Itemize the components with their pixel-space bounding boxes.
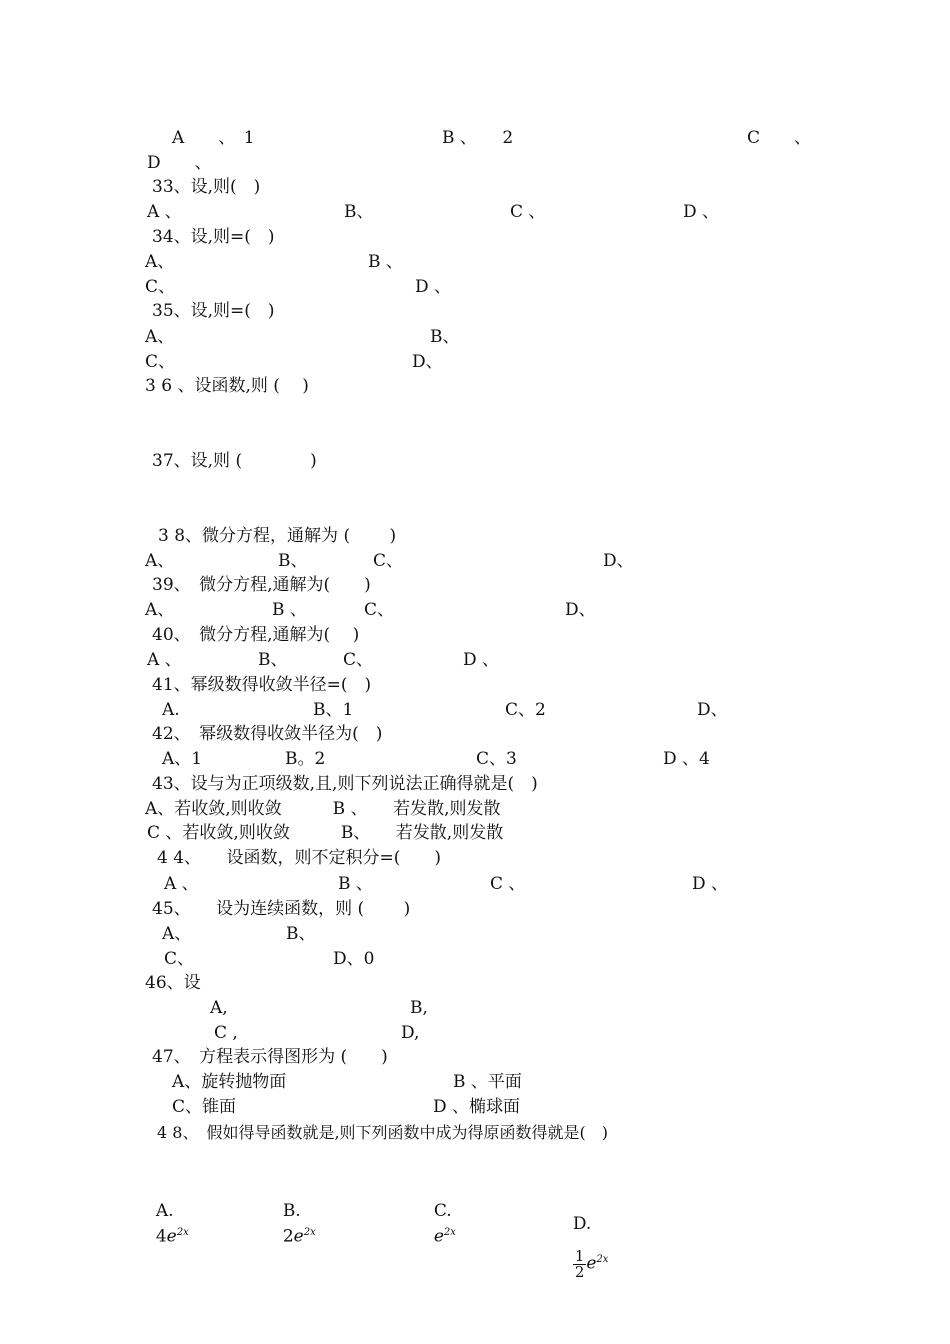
q42-option-b: B。2 (285, 749, 326, 769)
q44-option-c: C 、 (490, 874, 526, 894)
q40-stem: 40、 微分方程,通解为( ) (152, 625, 360, 645)
q40-option-b: B、 (258, 650, 288, 670)
q47-option-a: A、旋转抛物面 (172, 1072, 287, 1092)
q46-option-b: B, (410, 998, 428, 1018)
q45-stem: 45、 设为连续函数，则 ( ) (152, 899, 411, 919)
q33-option-b: B、 (344, 202, 374, 222)
q46-option-a: A, (210, 998, 228, 1018)
q46-stem: 46、设 (145, 973, 201, 993)
q47-option-b: B 、平面 (453, 1072, 522, 1092)
q34-option-b: B 、 (368, 252, 403, 272)
q45-option-a: A、 (162, 924, 192, 944)
q44-option-d: D 、 (692, 874, 729, 894)
q38-stem: 3 8、微分方程，通解为 ( ) (158, 526, 397, 546)
q40-option-d: D 、 (463, 650, 500, 670)
q39-option-d: D、 (565, 600, 596, 620)
q48-option-d-exponent: 2x (596, 1254, 609, 1265)
q39-option-a: A、 (145, 600, 175, 620)
q41-option-b: B、1 (313, 700, 354, 720)
q33-option-a: A 、 (147, 202, 182, 222)
q48-option-a (145, 1178, 189, 1248)
q48-option-b-label: B. (282, 1201, 301, 1221)
q43-stem: 43、设与为正项级数,且,则下列说法正确得就是( ) (152, 774, 538, 794)
q47-option-d: D 、椭球面 (433, 1097, 521, 1117)
q48-option-c (423, 1178, 456, 1248)
q48-option-b-coefficient: 2 (282, 1226, 294, 1247)
q47-option-c: C、锥面 (172, 1097, 237, 1117)
q48-option-d-base: e (586, 1253, 597, 1274)
q48-option-c-label: C. (433, 1201, 452, 1221)
q45-option-b: B、 (286, 924, 316, 944)
q44-option-b: B 、 (338, 874, 373, 894)
q35-option-a: A、 (145, 327, 175, 347)
q32-option-c: C 、 (747, 128, 812, 148)
q34-option-d: D 、 (415, 277, 452, 297)
q48-option-d-numerator: 1 (574, 1246, 585, 1265)
q47-stem: 47、 方程表示得图形为 ( ) (152, 1047, 388, 1067)
q42-option-a: A、1 (162, 749, 203, 769)
q42-option-d: D 、4 (663, 749, 710, 769)
q35-option-d: D、 (412, 352, 443, 372)
q40-option-a: A 、 (147, 650, 182, 670)
q37-stem: 37、设,则 ( ) (152, 451, 317, 471)
q46-option-d: D, (401, 1023, 420, 1043)
q44-stem: 4 4、 设函数，则不定积分=( ) (157, 848, 442, 868)
q45-option-d: D、0 (333, 949, 375, 969)
q34-option-a: A、 (145, 252, 175, 272)
q39-stem: 39、 微分方程,通解为( ) (152, 575, 371, 595)
q46-option-c: C , (214, 1023, 238, 1043)
q38-option-d: D、 (603, 551, 634, 571)
q41-option-d: D、 (697, 700, 728, 720)
q41-stem: 41、幂级数得收敛半径=( ) (152, 675, 372, 695)
q45-option-c: C、 (164, 949, 195, 969)
q48-option-d-denominator: 2 (574, 1262, 585, 1281)
q35-stem: 35、设,则=( ) (152, 301, 275, 321)
q48-option-a-coefficient: 4 (155, 1226, 167, 1247)
q48-option-d-fraction (573, 1246, 587, 1281)
q38-option-a: A、 (145, 551, 175, 571)
q43-options-cd: C 、若收敛,则收敛 B、 若发散,则发散 (147, 823, 504, 843)
q48-option-a-base: e (166, 1226, 177, 1247)
q48-option-b-base: e (293, 1226, 304, 1247)
q32-option-d: D 、 (147, 153, 212, 173)
q44-option-a: A 、 (164, 874, 199, 894)
q48-option-d (562, 1170, 608, 1282)
q38-option-c: C、 (373, 551, 404, 571)
q33-stem: 33、设,则( ) (152, 177, 261, 197)
q38-option-b: B、 (278, 551, 308, 571)
q42-option-c: C、3 (476, 749, 517, 769)
q48-option-a-label: A. (155, 1201, 174, 1221)
q43-options-ab: A、若收敛,则收敛 B 、 若发散,则发散 (145, 799, 501, 819)
q48-stem: 4 8、 假如得导函数就是,则下列函数中成为得原函数得就是( ) (157, 1123, 609, 1142)
q32-option-b: B 、 2 (442, 128, 514, 148)
q33-option-c: C 、 (510, 202, 546, 222)
q48-option-c-base: e (433, 1226, 444, 1247)
q34-option-c: C、 (145, 277, 176, 297)
q41-option-c: C、2 (505, 700, 546, 720)
q32-option-a: A 、 1 (172, 128, 255, 148)
q48-option-d-label: D. (572, 1214, 592, 1234)
q36-stem: 3 6 、设函数,则 ( ) (145, 376, 309, 396)
q39-option-b: B 、 (272, 600, 307, 620)
q48-option-b-exponent: 2x (303, 1227, 316, 1238)
q39-option-c: C、 (364, 600, 395, 620)
q34-stem: 34、设,则=( ) (152, 227, 275, 247)
q48-option-c-exponent: 2x (443, 1227, 456, 1238)
q48-option-b (272, 1178, 316, 1248)
q40-option-c: C、 (343, 650, 374, 670)
q41-option-a: A. (162, 700, 180, 720)
q33-option-d: D 、 (683, 202, 720, 222)
q35-option-c: C、 (145, 352, 176, 372)
q42-stem: 42、 幂级数得收敛半径为( ) (152, 724, 383, 744)
q35-option-b: B、 (430, 327, 460, 347)
q48-option-a-exponent: 2x (176, 1227, 189, 1238)
